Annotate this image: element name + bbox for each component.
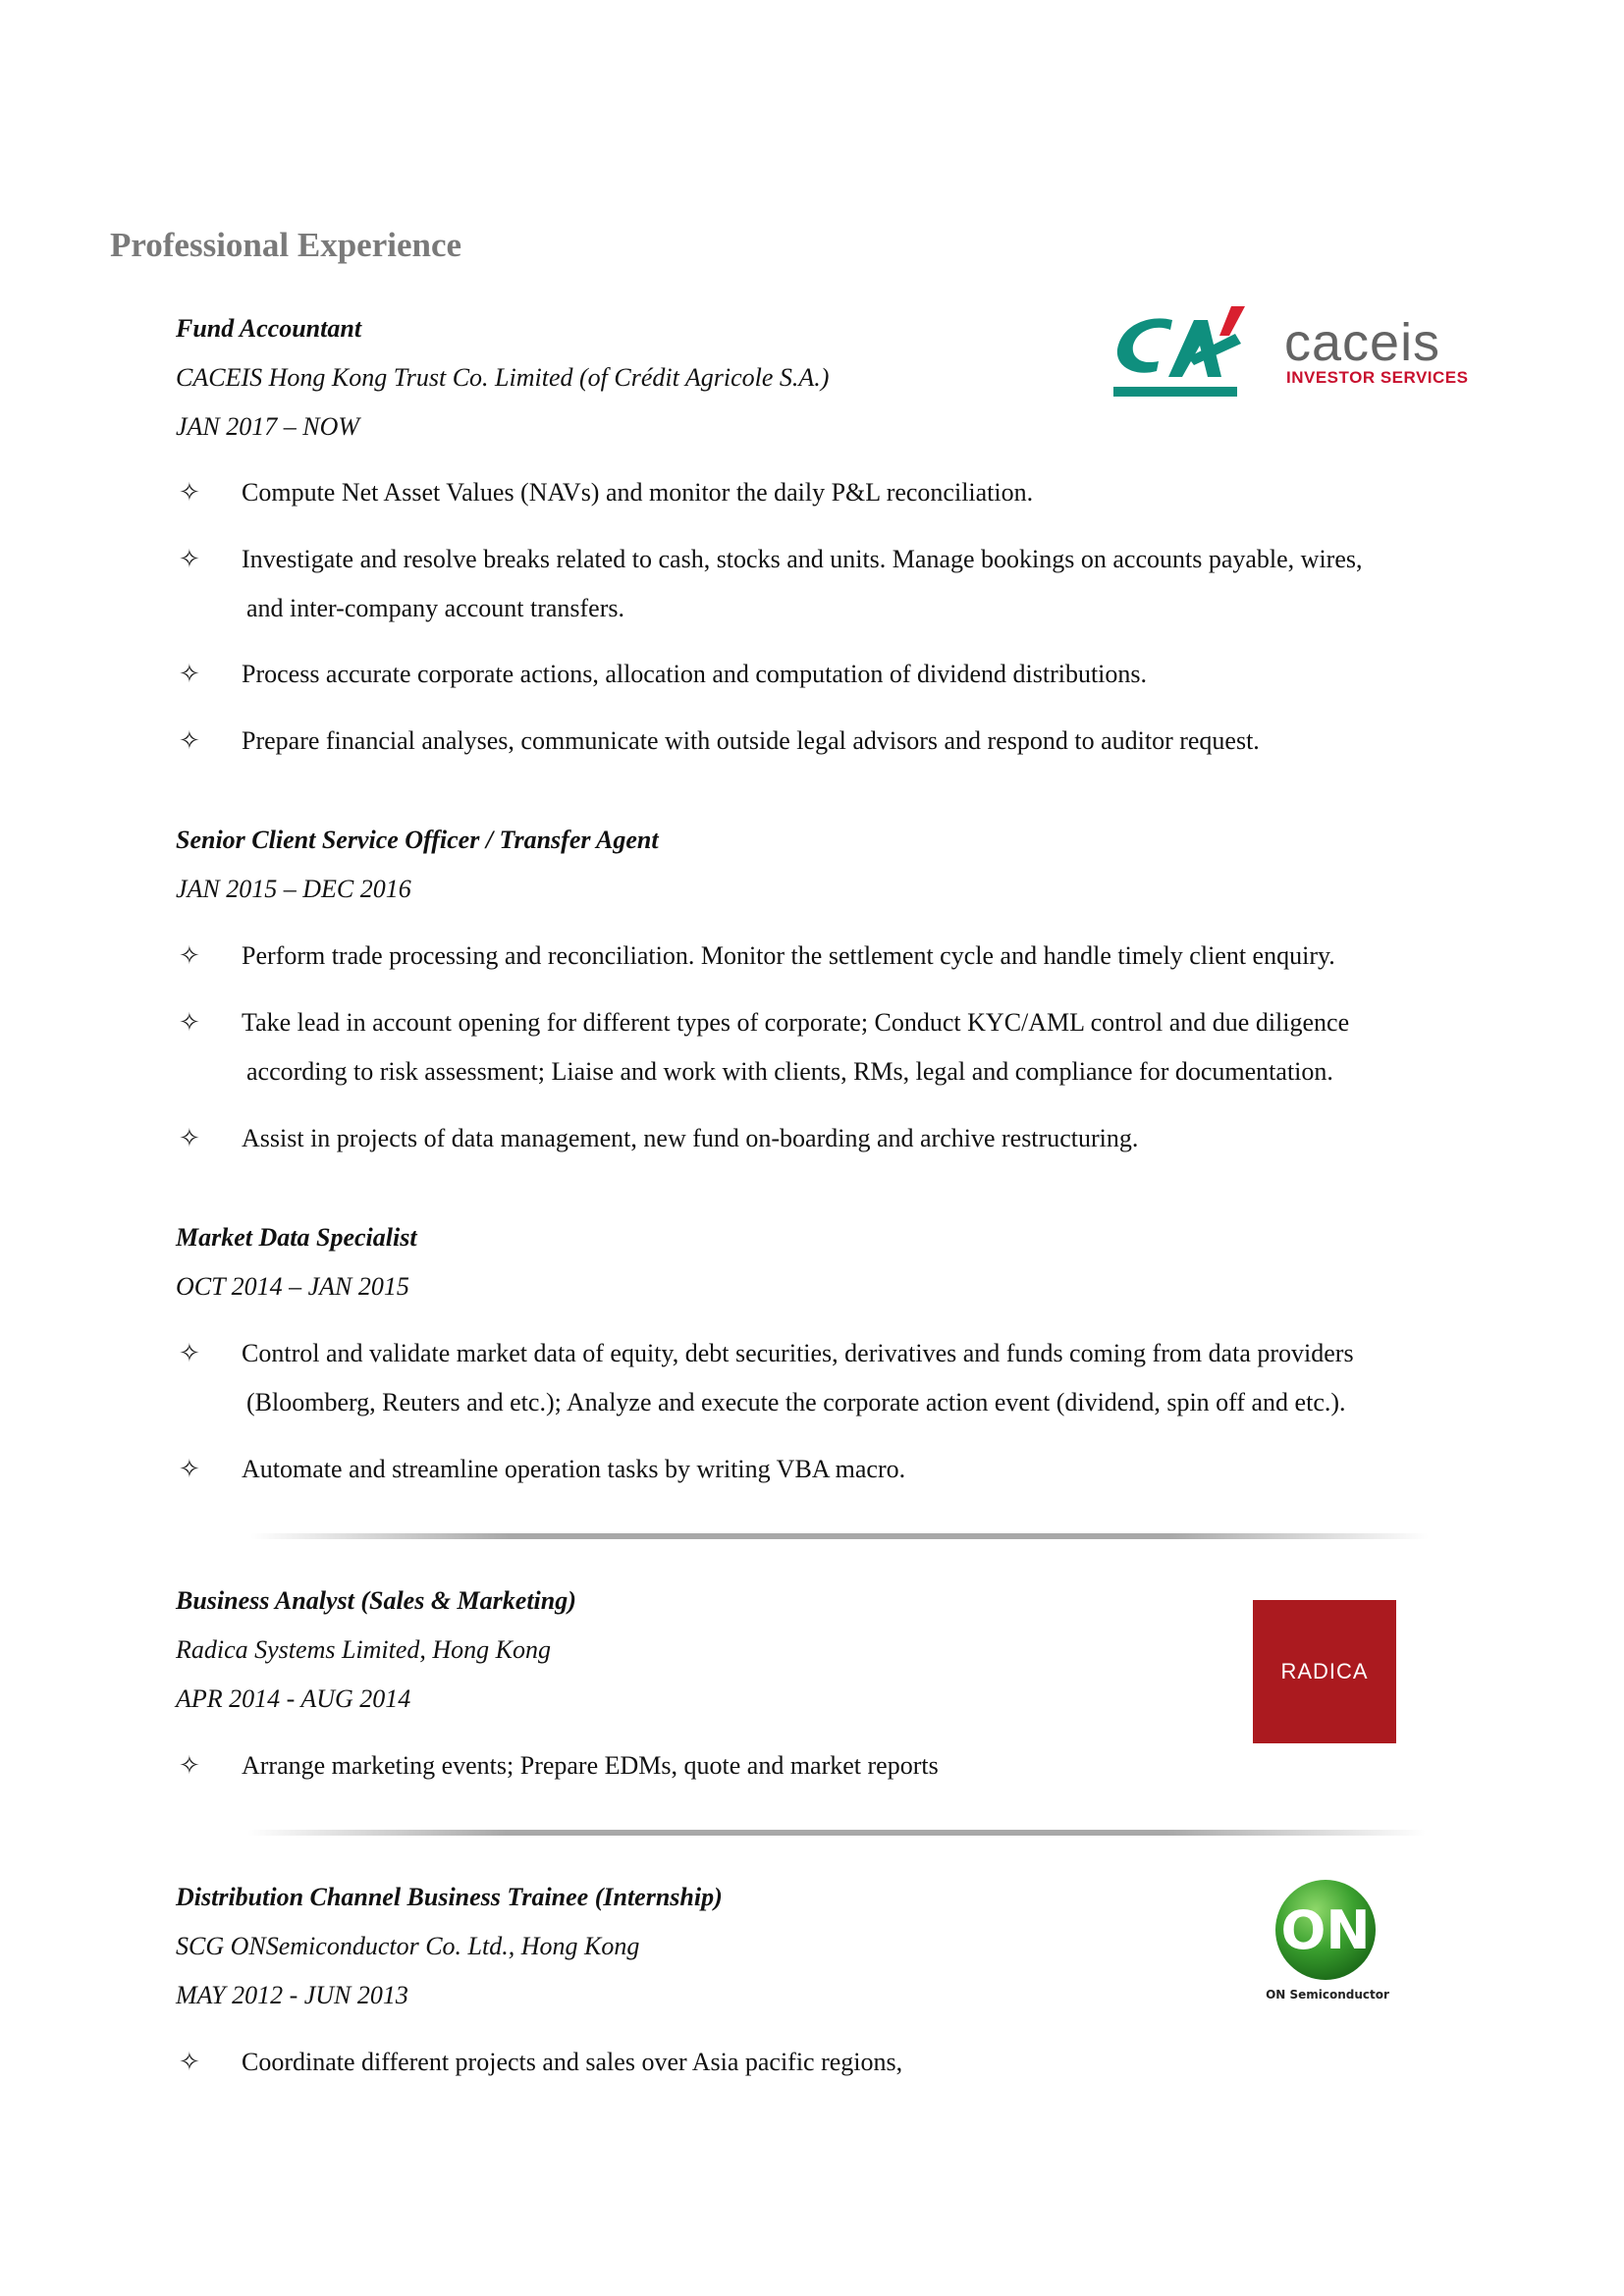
job-title: Business Analyst (Sales & Marketing) [176, 1586, 576, 1615]
section-divider [247, 1830, 1426, 1836]
job-dates: MAY 2012 - JUN 2013 [176, 1981, 408, 2009]
bullet-text: Compute Net Asset Values (NAVs) and monitor the daily P&L reconciliation. [242, 478, 1034, 507]
bullet-icon: ✧ [179, 478, 200, 507]
job-title: Distribution Channel Business Trainee (Internship) [176, 1883, 723, 1911]
caceis-logo-word: caceis [1284, 313, 1441, 372]
bullet-text: Process accurate corporate actions, allocation and computation of dividend distributions. [242, 660, 1148, 688]
bullet-text: Control and validate market data of equity, debt securities, derivatives and funds coming from data providers (Bloomberg, Reuters and etc.); Analyze and execute the corporate action event (dividend, spin off and etc.). [242, 1339, 1354, 1416]
bullet-icon: ✧ [179, 1124, 200, 1153]
job-dates: APR 2014 - AUG 2014 [176, 1684, 411, 1713]
job-dates: OCT 2014 – JAN 2015 [176, 1272, 409, 1301]
job-dates: JAN 2015 – DEC 2016 [176, 875, 411, 903]
section-title: Professional Experience [110, 226, 462, 264]
bullet-icon: ✧ [179, 941, 200, 971]
job-company: Radica Systems Limited, Hong Kong [176, 1635, 552, 1664]
bullet-text: Arrange marketing events; Prepare EDMs, quote and market reports [242, 1751, 939, 1780]
job-company: SCG ONSemiconductor Co. Ltd., Hong Kong [176, 1932, 640, 1960]
section-divider [250, 1533, 1429, 1539]
bullet-icon: ✧ [179, 545, 200, 574]
job-title: Senior Client Service Officer / Transfer Agent [176, 826, 659, 854]
on-logo-text: ON [1280, 1899, 1371, 1961]
bullet-text: Investigate and resolve breaks related to cash, stocks and units. Manage bookings on accounts payable, wires, and inter-company account transfers. [242, 545, 1363, 622]
credit-agricole-logo [1111, 306, 1249, 400]
bullet-icon: ✧ [179, 726, 200, 756]
job-company: CACEIS Hong Kong Trust Co. Limited (of Crédit Agricole S.A.) [176, 363, 830, 392]
on-semiconductor-subtitle: ON Semiconductor [1266, 1988, 1389, 2002]
job-dates: JAN 2017 – NOW [176, 412, 360, 441]
bullet-text: Automate and streamline operation tasks by writing VBA macro. [242, 1455, 906, 1483]
bullet-icon: ✧ [179, 2048, 200, 2077]
radica-logo: RADICA [1253, 1600, 1396, 1743]
job-title: Fund Accountant [176, 314, 362, 343]
bullet-text: Coordinate different projects and sales over Asia pacific regions, [242, 2048, 903, 2076]
bullet-text: Assist in projects of data management, new fund on-boarding and archive restructuring. [242, 1124, 1139, 1152]
caceis-logo-subtitle: INVESTOR SERVICES [1286, 368, 1469, 387]
bullet-icon: ✧ [179, 1008, 200, 1038]
bullet-icon: ✧ [179, 1339, 200, 1368]
bullet-text: Perform trade processing and reconciliation. Monitor the settlement cycle and handle timely client enquiry. [242, 941, 1335, 970]
bullet-text: Take lead in account opening for different types of corporate; Conduct KYC/AML control and due diligence according to risk assessment; Liaise and work with clients, RMs, legal and compliance for documentation. [242, 1008, 1350, 1086]
bullet-text: Prepare financial analyses, communicate with outside legal advisors and respond to auditor request. [242, 726, 1260, 755]
job-title: Market Data Specialist [176, 1223, 417, 1252]
bullet-icon: ✧ [179, 1455, 200, 1484]
bullet-icon: ✧ [179, 1751, 200, 1781]
bullet-icon: ✧ [179, 660, 200, 689]
on-semiconductor-logo [1273, 1878, 1378, 1982]
